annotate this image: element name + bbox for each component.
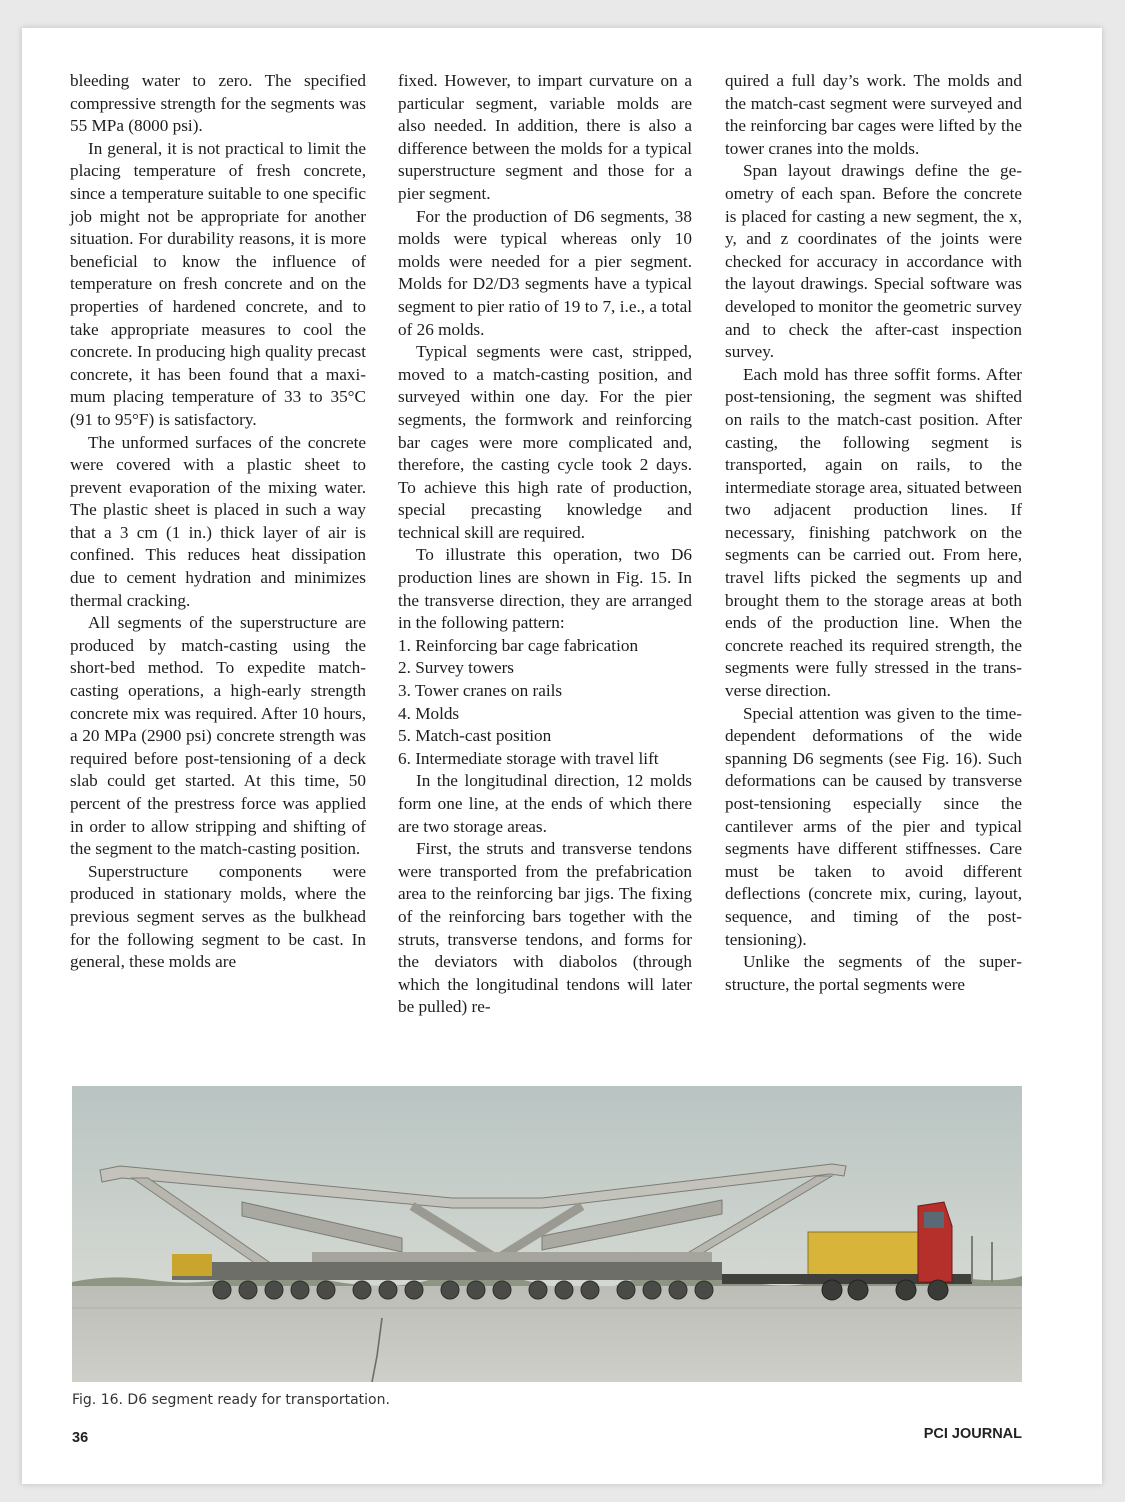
paragraph: Typical segments were cast, stripped, moved to a match-casting position, and surveyed within one day. For the pier segments, the formwork and reinforcing bar cages were more complicated and, therefore, the casting cycle took 2 days. To achieve this high rate of production, special precasting knowledge and technical skill are required. [398, 342, 692, 542]
journal-name: PCI JOURNAL [923, 1426, 1022, 1442]
list-item: 2. Survey towers [398, 658, 514, 678]
text-column-2 [398, 70, 692, 1019]
paragraph: Span layout drawings define the geometry of each span. Before the concrete is placed for casting a new segment, the x, y, and z coordinates of the joints were checked for accuracy in accordance with the layout drawings. Special software was developed to monitor the geometric survey and to check the after-cast inspection survey. [725, 161, 1022, 362]
paragraph: In the longitudinal direction, 12 molds form one line, at the ends of which there are two storage areas. [398, 771, 692, 836]
paragraph: Special attention was given to the time-dependent deformations of the wide spanning D6 segments (see Fig. 16). Such deformations can be caused by transverse post-tensioning especially since the cantilever arms of the pier and typical segments have different stiffnesses. Care must be taken to avoid different deflections (concrete mix, curing, layout, sequence, and timing of the post-tensioning). [725, 703, 1022, 949]
paragraph: Superstructure components were produced in stationary molds, where the previous segment serves as the bulkhead for the following segment to be cast. In general, these molds are [70, 861, 366, 972]
paragraph: First, the struts and transverse tendons were transported from the prefabrication area to the reinforcing bar jigs. The fixing of the reinforcing bars together with the struts, transverse tendons, and forms for the deviators with diabolos (through which the longitudinal tendons will later be pulled) re- [398, 839, 692, 1017]
text-column-3 [725, 70, 1022, 996]
journal-page [22, 28, 1102, 1484]
list-item: 6. Intermediate storage with travel lift [398, 748, 659, 768]
paragraph: To illustrate this operation, two D6 production lines are shown in Fig. 15. In the transverse direction, they are arranged in the following pattern: [398, 545, 692, 633]
paragraph: The unformed surfaces of the concrete were covered with a plastic sheet to prevent evaporation of the mixing water. The plastic sheet is placed in such a way that a 3 cm (1 in.) thick layer of air is confined. This reduces heat dissipation due to cement hydration and minimizes thermal cracking. [70, 432, 366, 610]
paragraph: Each mold has three soffit forms. After post-tensioning, the segment was shifted on rails to the match-cast position. After casting, the following segment is transported, again on rails, to the intermediate storage area, situated between two adjacent production lines. If necessary, finishing patchwork on the segments can be carried out. From here, travel lifts picked the segments up and brought them to the storage areas at both ends of the production line. When the concrete reached its required strength, the segments were fully stressed in the transverse direction. [725, 364, 1022, 701]
page-number: 36 [72, 1430, 89, 1446]
text-column-1 [70, 70, 366, 974]
paragraph: quired a full day’s work. The molds and the match-cast segment were surveyed and the reinforcing bar cages were lifted by the tower cranes into the molds. [725, 71, 1022, 158]
paragraph: All segments of the superstructure are produced by match-casting using the short-bed method. To expedite match-casting operations, a high-early strength concrete mix was required. After 10 hours, a 20 MPa (2900 psi) concrete strength was required before post-tensioning of a deck slab could get started. At this time, 50 percent of the prestress force was applied in order to allow stripping and shifting of the segment to the match-casting position. [70, 613, 366, 859]
figure-16-photo [72, 1086, 1022, 1382]
paragraph: Unlike the segments of the superstructure, the portal segments were [725, 952, 1022, 994]
list-item: 4. Molds [398, 703, 460, 723]
paragraph: fixed. However, to impart curvature on a particular segment, variable molds are also needed. In addition, there is also a difference between the molds for a typical superstructure segment and those for a pier segment. [398, 71, 692, 203]
list-item: 5. Match-cast position [398, 726, 552, 746]
list-item: 1. Reinforcing bar cage fabrication [398, 635, 639, 655]
list-item: 3. Tower cranes on rails [398, 681, 563, 701]
paragraph: For the production of D6 segments, 38 molds were typical whereas only 10 molds were needed for a pier segment. Molds for D2/D3 segments have a typical segment to pier ratio of 19 to 7, i.e., a total of 26 molds. [398, 206, 692, 339]
figure-caption: Fig. 16. D6 segment ready for transportation. [72, 1392, 390, 1408]
paragraph: In general, it is not practical to limit the placing temperature of fresh concrete, since a temperature suitable to one specific job might not be appropriate for another situation. For durability reasons, it is more beneficial to know the influence of temperature on fresh concrete and on the properties of hardened concrete, and to take appropriate measures to cool the concrete. In producing high quality precast concrete, it has been found that a maximum placing temperature of 33 to 35°C (91 to 95°F) is satisfactory. [70, 138, 366, 429]
paragraph: bleeding water to zero. The specified compressive strength for the segments was 55 MPa (8000 psi). [70, 71, 366, 136]
